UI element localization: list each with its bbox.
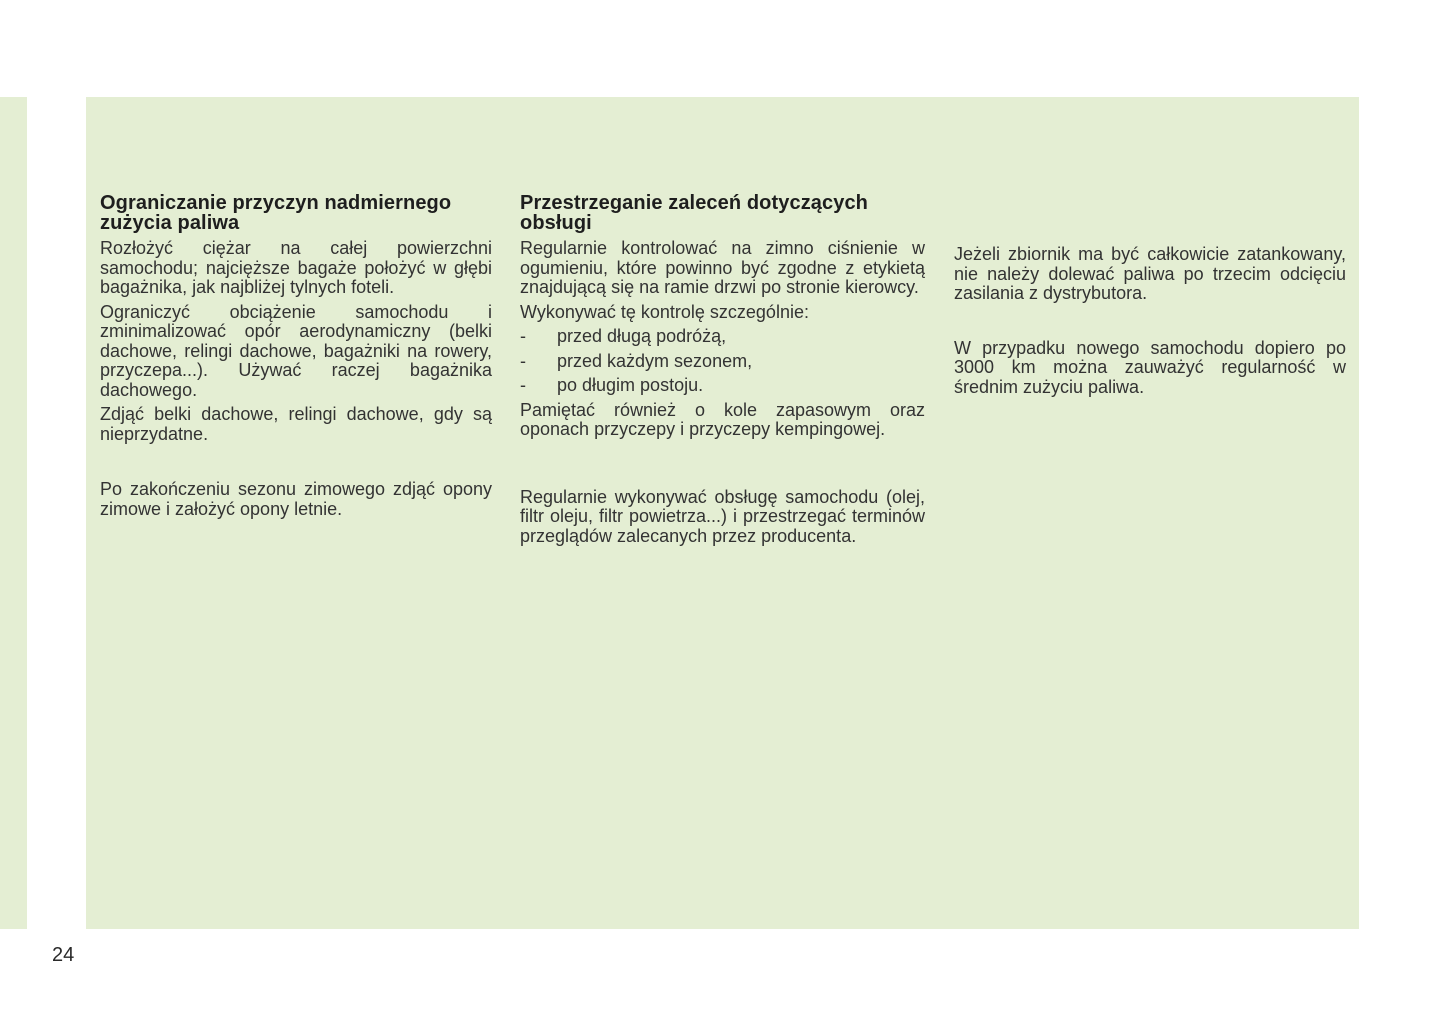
paragraph: Rozłożyć ciężar na całej powierzchni samochodu; najcięższe bagaże położyć w głębi bagażnika, jak najbliżej tylnych foteli.	[100, 238, 492, 297]
column-maintenance	[520, 193, 925, 551]
paragraph: Zdjąć belki dachowe, relingi dachowe, gdy są nieprzydatne.	[100, 404, 492, 444]
page-number: 24	[52, 944, 75, 966]
heading-fuel-consumption: Ograniczanie przyczyn nadmiernego zużycia paliwa	[100, 192, 452, 234]
left-margin-strip	[0, 97, 27, 929]
list-item: - przed długą podróżą,	[520, 326, 727, 346]
paragraph: Ograniczyć obciążenie samochodu i zminimalizować opór aerodynamiczny (belki dachowe, relingi dachowe, bagażniki na rowery, przyczepa...). Używać raczej bagażnika dachowego.	[100, 301, 492, 400]
paragraph: Jeżeli zbiornik ma być całkowicie zatankowany, nie należy dolewać paliwa po trzecim odcięciu zasilania z dystrybutora.	[954, 244, 1346, 303]
dash-marker: -	[520, 326, 526, 346]
list-item: - przed każdym sezonem,	[520, 350, 753, 371]
dash-marker: -	[520, 375, 526, 395]
paragraph: Pamiętać również o kole zapasowym oraz oponach przyczepy i przyczepy kempingowej.	[520, 399, 925, 439]
dash-marker: -	[520, 350, 526, 371]
list-item: - po długim postoju.	[520, 375, 704, 395]
paragraph: Regularnie wykonywać obsługę samochodu (olej, filtr oleju, filtr powietrza...) i przestrzegać terminów przeglądów zalecanych przez producenta.	[520, 486, 925, 546]
heading-maintenance: Przestrzeganie zaleceń dotyczących obsługi	[520, 192, 868, 234]
column-fuel-consumption	[100, 193, 492, 524]
paragraph: W przypadku nowego samochodu dopiero po 3000 km można zauważyć regularność w średnim zużyciu paliwa.	[954, 337, 1346, 397]
paragraph: Regularnie kontrolować na zimno ciśnienie w ogumieniu, które powinno być zgodne z etykietą znajdującą się na ramie drzwi po stronie kierowcy.	[520, 238, 925, 297]
column-refuelling	[954, 245, 1346, 402]
paragraph: Po zakończeniu sezonu zimowego zdjąć opony zimowe i założyć opony letnie.	[100, 479, 492, 519]
paragraph: Wykonywać tę kontrolę szczególnie:	[520, 301, 809, 322]
check-list	[520, 327, 925, 396]
